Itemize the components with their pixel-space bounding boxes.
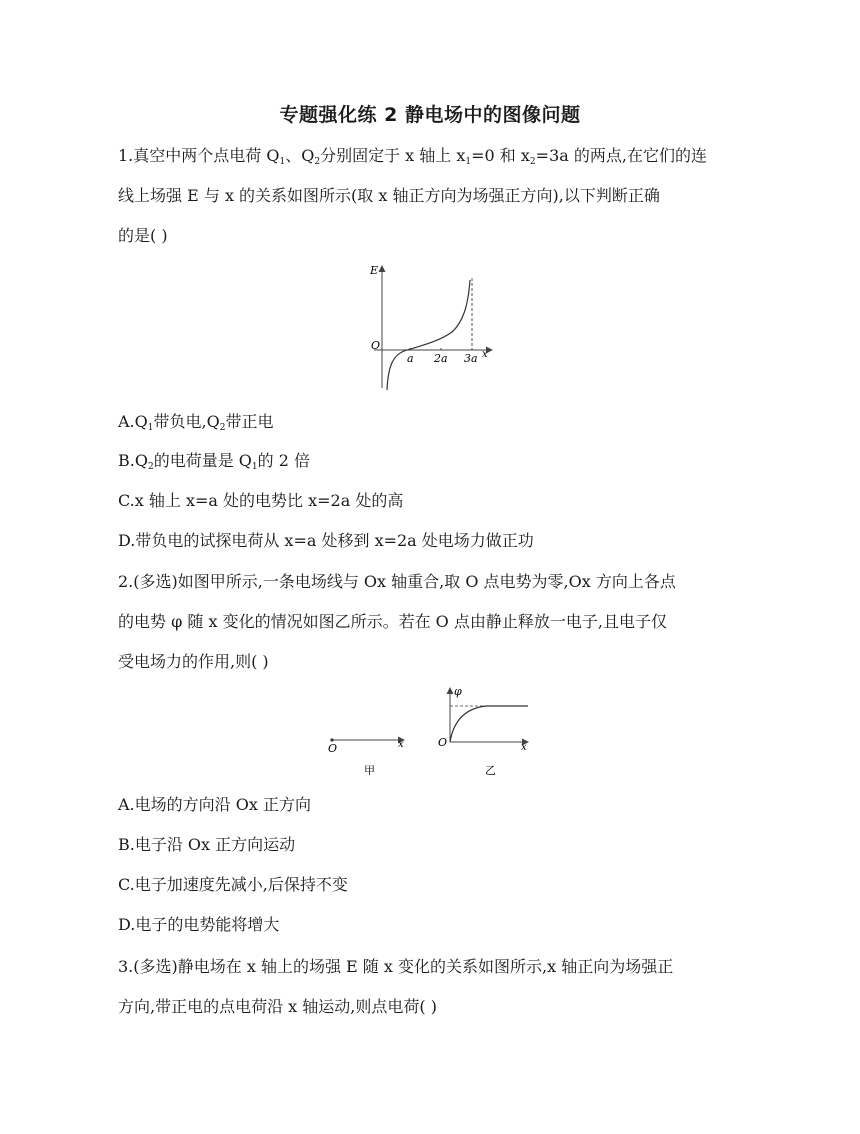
origin-label: O [438,736,448,749]
subscript: 2 [529,157,536,167]
subscript: 1 [251,462,258,472]
q2-figure-jia [322,728,412,780]
q1-text: =3a 的两点,在它们的连 [535,146,707,165]
q1-e-x-graph [360,260,500,392]
option-text: 带正电 [225,412,274,431]
subscript: 1 [279,157,286,167]
q1-stem-line-3: 的是( ) [118,226,168,245]
origin-label: O [328,742,338,755]
field-curve [387,280,470,390]
q1-text: 、Q [285,146,315,165]
q2-option-c: C.电子加速度先减小,后保持不变 [118,875,348,894]
option-text: 的电荷量是 Q [153,451,252,470]
q1-text: =0 和 x [471,146,530,165]
q1-option-d: D.带负电的试探电荷从 x=a 处移到 x=2a 处电场力做正功 [118,531,534,550]
q2-option-d: D.电子的电势能将增大 [118,915,280,934]
figure-caption-jia: 甲 [364,764,375,777]
figure-caption-yi: 乙 [485,764,496,777]
tick-label-a: a [407,352,414,365]
y-axis-label: E [370,264,379,277]
q1-text: 分别固定于 x 轴上 x [320,146,466,165]
option-text: 的 2 倍 [257,451,311,470]
subscript: 2 [219,423,226,433]
q1-option-a [118,412,273,432]
subscript: 1 [465,157,472,167]
y-axis-label: φ [454,685,462,698]
q2-option-b: B.电子沿 Ox 正方向运动 [118,835,296,854]
x-axis-label: x [398,739,404,750]
potential-curve [450,706,528,742]
tick-label-3a: 3a [464,352,478,365]
q2-option-a: A.电场的方向沿 Ox 正方向 [118,795,311,814]
origin-label: O [371,339,381,352]
tick-label-2a: 2a [434,352,448,365]
subscript: 2 [314,157,321,167]
q2-stem-line-2: 的电势 φ 随 x 变化的情况如图乙所示。若在 O 点由静止释放一电子,且电子仅 [118,612,667,631]
q2-figure-yi-potential-graph [434,684,534,780]
q1-option-c: C.x 轴上 x=a 处的电势比 x=2a 处的高 [118,491,404,510]
x-axis-label: x [482,349,488,360]
q1-stem-line-1 [118,146,707,166]
option-text: A.Q [118,412,148,431]
q2-stem-line-1: 2.(多选)如图甲所示,一条电场线与 Ox 轴重合,取 O 点电势为零,Ox 方向上各点 [118,572,676,591]
q3-stem-line-2: 方向,带正电的点电荷沿 x 轴运动,则点电荷( ) [118,997,437,1016]
q2-stem-line-3: 受电场力的作用,则( ) [118,652,269,671]
q3-stem-line-1: 3.(多选)静电场在 x 轴上的场强 E 随 x 变化的关系如图所示,x 轴正向为场强正 [118,957,674,976]
subscript: 2 [147,462,154,472]
option-text: 带负电,Q [153,412,220,431]
x-axis-label: x [521,742,527,753]
q1-option-b [118,451,310,471]
q1-stem-line-2: 线上场强 E 与 x 的关系如图所示(取 x 轴正方向为场强正方向),以下判断正确 [118,186,660,205]
q1-text: 1.真空中两个点电荷 Q [118,146,280,165]
subscript: 1 [147,423,154,433]
page-title: 专题强化练 2 静电场中的图像问题 [279,104,581,126]
option-text: B.Q [118,451,148,470]
